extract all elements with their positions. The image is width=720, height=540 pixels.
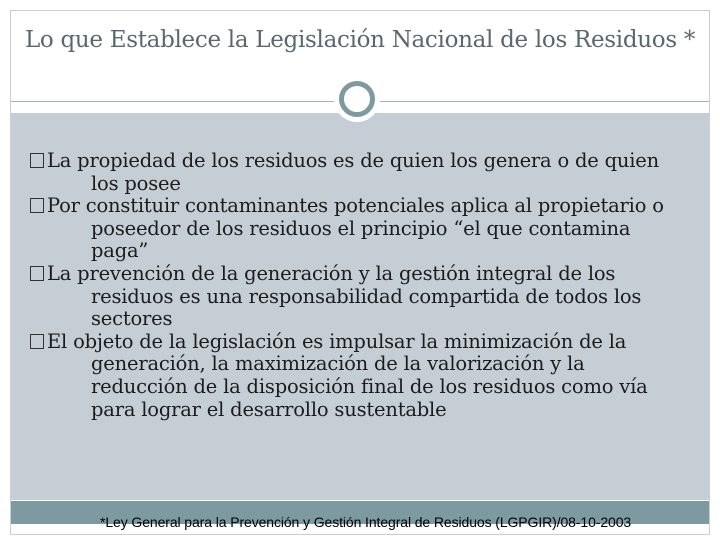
square-bullet-icon [30,266,44,281]
bullet-text: Por constituir contaminantes potenciales aplica al propietario o poseedor de los residuos el principio “el que contamina paga” [47,194,664,263]
slide-title: Lo que Establece la Legislación Nacional de los Residuos * [24,27,696,53]
bullet-text: La propiedad de los residuos es de quien los genera o de quien los posee [47,149,659,195]
bullet-item [30,195,680,263]
ring-icon [334,76,380,122]
bullet-item [30,331,680,421]
bullet-list [30,150,680,421]
square-bullet-icon [30,198,44,213]
footnote: *Ley General para la Prevención y Gestión Integral de Residuos (LGPGIR)/08-10-2003 [100,514,632,530]
ring-inner [339,81,375,117]
square-bullet-icon [30,334,44,349]
bullet-item [30,263,680,331]
bullet-text: La prevención de la generación y la gestión integral de los residuos es una responsabilidad compartida de todos los sectores [47,261,642,331]
bullet-item [30,150,680,195]
square-bullet-icon [30,153,44,168]
bullet-text: El objeto de la legislación es impulsar la minimización de la generación, la maximización de la valorización y la reducción de la disposición final de los residuos como vía para lograr el desarrollo sustentable [47,329,648,421]
